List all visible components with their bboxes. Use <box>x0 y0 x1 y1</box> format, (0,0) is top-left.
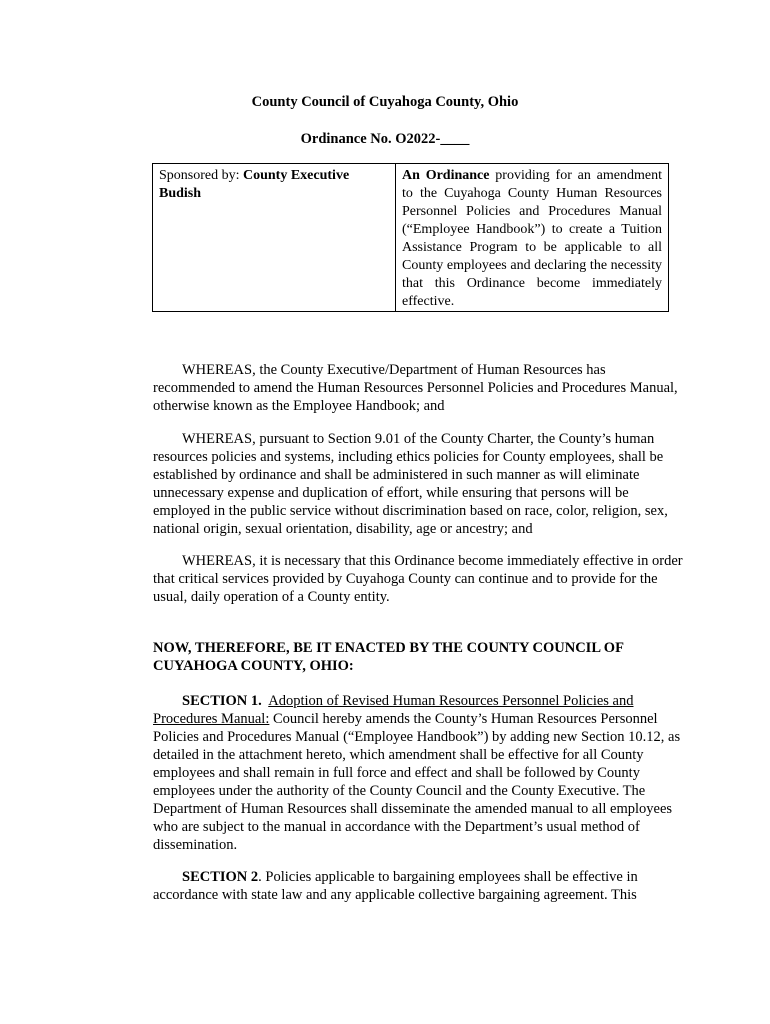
section-1-text: Council hereby amends the County’s Human Resources Personnel Policies and Procedures Manual (“Employee Handbook”) by adding new Section 10.12, as detailed in the attachment hereto, which amendment shall be effective for all County employees and shall remain in full force and effect and shall be followed by County employees under the authority of the County Council and the County Executive. The Department of Human Resources shall disseminate the amended manual to all employees who are subject to the manual in accordance with the Department’s usual method of dissemination. <box>153 711 681 853</box>
section-2 <box>153 868 689 904</box>
ordinance-lead: An Ordinance <box>402 168 490 183</box>
whereas-3 <box>153 552 689 606</box>
sponsor-label: Sponsored by: <box>159 168 243 183</box>
section-1-heading: Adoption of Revised Human Resources Personnel Policies and Procedures Manual: <box>153 693 634 727</box>
whereas-text-3: WHEREAS, it is necessary that this Ordinance become immediately effective in order that critical services provided by Cuyahoga County can continue and to provide for the usual, daily operation of a County entity. <box>153 553 683 605</box>
council-title: County Council of Cuyahoga County, Ohio <box>251 94 519 110</box>
enacting-clause <box>153 639 689 675</box>
sponsor-table <box>152 163 669 312</box>
enacting-clause-text: NOW, THEREFORE, BE IT ENACTED BY THE COUNTY COUNCIL OF CUYAHOGA COUNTY, OHIO: <box>153 640 624 674</box>
section-1 <box>153 692 689 854</box>
ordinance-description-cell <box>396 164 669 312</box>
ordinance-description: providing for an amendment to the Cuyahoga County Human Resources Personnel Policies and Procedures Manual (“Employee Handbook”) to create a Tuition Assistance Program to be applicable to all County employees and declaring the necessity that this Ordinance become immediately effective. <box>402 168 662 309</box>
sponsor-name: County Executive Budish <box>159 168 350 201</box>
whereas-1 <box>153 361 689 415</box>
section-2-label: SECTION 2 <box>182 869 259 885</box>
section-1-label: SECTION 1. <box>182 693 262 709</box>
whereas-text-1: WHEREAS, the County Executive/Department of Human Resources has recommended to amend the Human Resources Personnel Policies and Procedures Manual, otherwise known as the Employee Handbook; and <box>153 362 678 414</box>
whereas-2 <box>153 430 689 538</box>
section-2-text: . Policies applicable to bargaining employees shall be effective in accordance with state law and any applicable collective bargaining agreement. This <box>153 869 638 903</box>
ordinance-number: Ordinance No. O2022-____ <box>300 131 470 147</box>
sponsor-cell <box>153 164 396 312</box>
whereas-text-2: WHEREAS, pursuant to Section 9.01 of the County Charter, the County’s human resources policies and systems, including ethics policies for County employees, shall be established by ordinance and shall be administered in such manner as will eliminate unnecessary expense and duplication of effort, while ensuring that persons will be employed in the public service without discrimination based on race, color, religion, sex, national origin, sexual orientation, disability, age or ancestry; and <box>153 431 668 537</box>
